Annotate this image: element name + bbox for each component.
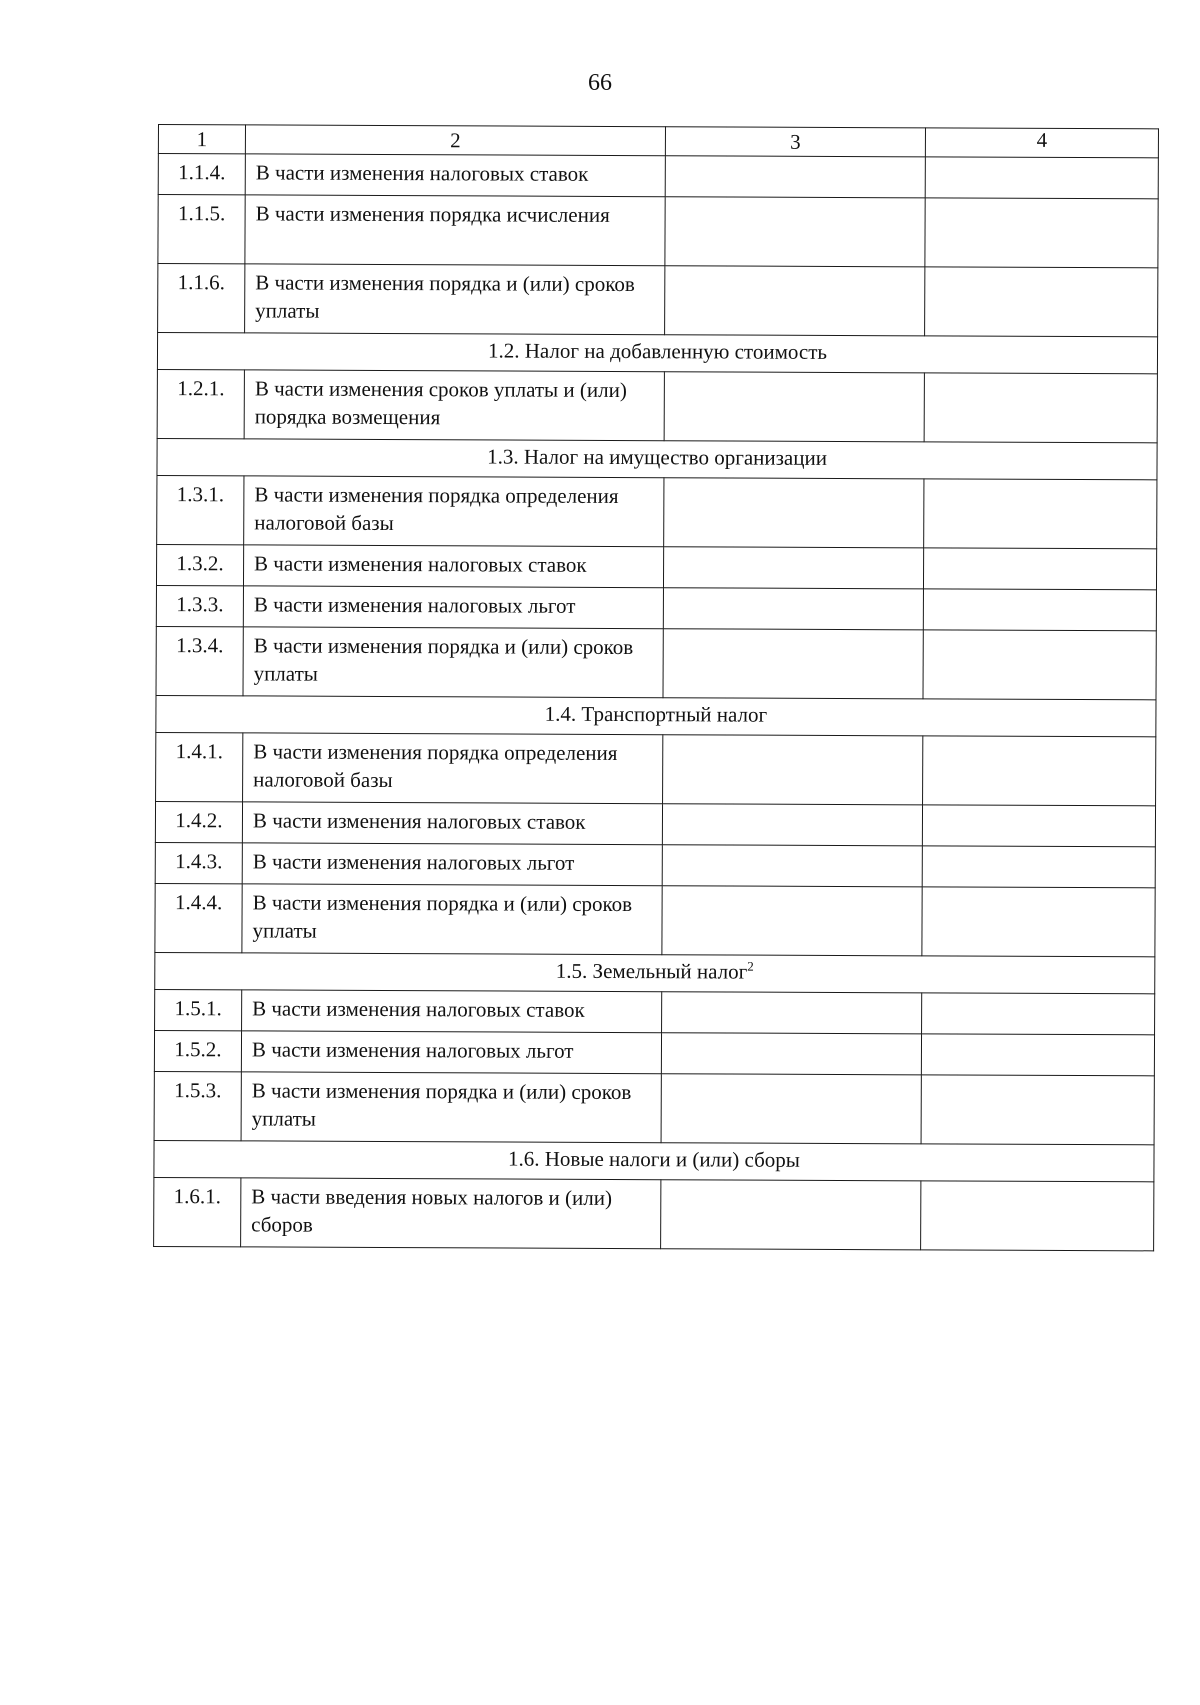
tax-table [153, 124, 1159, 1251]
section-title: 1.6. Новые налоги и (или) сборы [507, 1146, 800, 1172]
item-number: 1.5.1. [155, 989, 242, 1030]
item-description: В части введения новых налогов и (или) сборов [241, 1178, 661, 1249]
item-description: В части изменения порядка определения налоговой базы [244, 476, 664, 547]
empty-cell-col3 [661, 1033, 921, 1075]
header-row [158, 125, 1158, 158]
section-row [157, 438, 1157, 479]
header-cell-4: 4 [925, 128, 1158, 158]
table-body [154, 125, 1159, 1251]
empty-cell-col4 [921, 1034, 1154, 1076]
empty-cell-col4 [925, 198, 1158, 268]
section-row [156, 695, 1156, 736]
table-row [155, 989, 1155, 1034]
item-number: 1.4.2. [155, 801, 242, 842]
table-row [156, 544, 1156, 589]
item-number: 1.3.3. [156, 585, 243, 626]
item-description: В части изменения порядка и (или) сроков уплаты [242, 884, 662, 955]
empty-cell-col4 [921, 1075, 1154, 1145]
empty-cell-col4 [925, 267, 1158, 337]
empty-cell-col3 [661, 1180, 921, 1250]
empty-cell-col4 [923, 589, 1156, 631]
section-title-cell [154, 1140, 1154, 1181]
item-number: 1.6.1. [154, 1177, 241, 1246]
empty-cell-col4 [924, 479, 1157, 549]
table-row [156, 626, 1156, 699]
item-number: 1.1.5. [158, 195, 245, 264]
empty-cell-col4 [922, 993, 1155, 1035]
section-row [154, 1140, 1154, 1181]
section-title: 1.2. Налог на добавленную стоимость [487, 338, 828, 364]
page-number: 66 [588, 70, 612, 96]
section-title: 1.5. Земельный налог [555, 958, 748, 984]
item-description: В части изменения налоговых льгот [241, 1031, 661, 1074]
empty-cell-col3 [662, 804, 922, 846]
table-row [158, 195, 1158, 268]
item-number: 1.1.4. [158, 154, 245, 195]
item-description: В части изменения сроков уплаты и (или) порядка возмещения [244, 370, 664, 441]
section-title-cell [157, 438, 1157, 479]
item-number: 1.4.3. [155, 842, 242, 883]
item-number: 1.1.6. [158, 264, 245, 333]
item-description: В части изменения налоговых ставок [242, 990, 662, 1033]
item-description: В части изменения порядка определения налоговой базы [243, 733, 663, 804]
item-number: 1.4.1. [156, 732, 243, 801]
item-number: 1.4.4. [155, 883, 242, 952]
item-description: В части изменения налоговых льгот [243, 586, 663, 629]
table-row [154, 1071, 1154, 1144]
item-number: 1.3.4. [156, 626, 243, 695]
table-row [157, 475, 1157, 548]
table-row [158, 154, 1158, 199]
section-title: 1.3. Налог на имущество организации [487, 444, 828, 470]
empty-cell-col3 [663, 588, 923, 630]
header-cell-1: 1 [158, 125, 245, 154]
item-description: В части изменения порядка исчисления [245, 195, 665, 266]
empty-cell-col4 [922, 887, 1155, 957]
section-title-cell [156, 695, 1156, 736]
header-cell-2: 2 [245, 125, 665, 156]
table-row [158, 264, 1158, 337]
item-description: В части изменения порядка и (или) сроков уплаты [245, 264, 665, 335]
empty-cell-col4 [923, 548, 1156, 590]
section-title: 1.4. Транспортный налог [544, 701, 768, 727]
empty-cell-col3 [661, 1074, 921, 1144]
item-description: В части изменения налоговых ставок [243, 545, 663, 588]
empty-cell-col4 [923, 736, 1156, 806]
section-title-cell [155, 952, 1155, 993]
empty-cell-col3 [665, 156, 925, 198]
table-row [155, 883, 1155, 956]
item-number: 1.5.3. [154, 1071, 241, 1140]
empty-cell-col4 [921, 1181, 1154, 1251]
item-number: 1.5.2. [154, 1030, 241, 1071]
empty-cell-col4 [922, 846, 1155, 888]
empty-cell-col3 [664, 372, 924, 442]
header-cell-3: 3 [665, 127, 925, 157]
empty-cell-col3 [662, 886, 922, 956]
empty-cell-col4 [925, 157, 1158, 199]
empty-cell-col3 [665, 197, 925, 267]
item-description: В части изменения порядка и (или) сроков уплаты [243, 627, 663, 698]
table-row [157, 369, 1157, 442]
empty-cell-col3 [665, 266, 925, 336]
table-row [156, 732, 1156, 805]
item-description: В части изменения налоговых ставок [245, 154, 665, 197]
table-row [154, 1177, 1154, 1250]
section-title-cell [157, 333, 1157, 374]
item-number: 1.3.1. [157, 475, 244, 544]
empty-cell-col4 [924, 373, 1157, 443]
empty-cell-col3 [664, 478, 924, 548]
item-description: В части изменения порядка и (или) сроков уплаты [241, 1072, 661, 1143]
item-number: 1.2.1. [157, 369, 244, 438]
empty-cell-col3 [662, 992, 922, 1034]
footnote-marker: 2 [747, 958, 754, 974]
table-row [155, 801, 1155, 846]
empty-cell-col3 [663, 735, 923, 805]
item-number: 1.3.2. [156, 544, 243, 585]
table-row [156, 585, 1156, 630]
empty-cell-col4 [923, 630, 1156, 700]
item-description: В части изменения налоговых льгот [242, 843, 662, 886]
table-row [154, 1030, 1154, 1075]
empty-cell-col3 [663, 629, 923, 699]
empty-cell-col4 [922, 805, 1155, 847]
empty-cell-col3 [662, 845, 922, 887]
table-row [155, 842, 1155, 887]
item-description: В части изменения налоговых ставок [242, 802, 662, 845]
empty-cell-col3 [663, 547, 923, 589]
section-row [157, 333, 1157, 374]
section-row [155, 952, 1155, 993]
